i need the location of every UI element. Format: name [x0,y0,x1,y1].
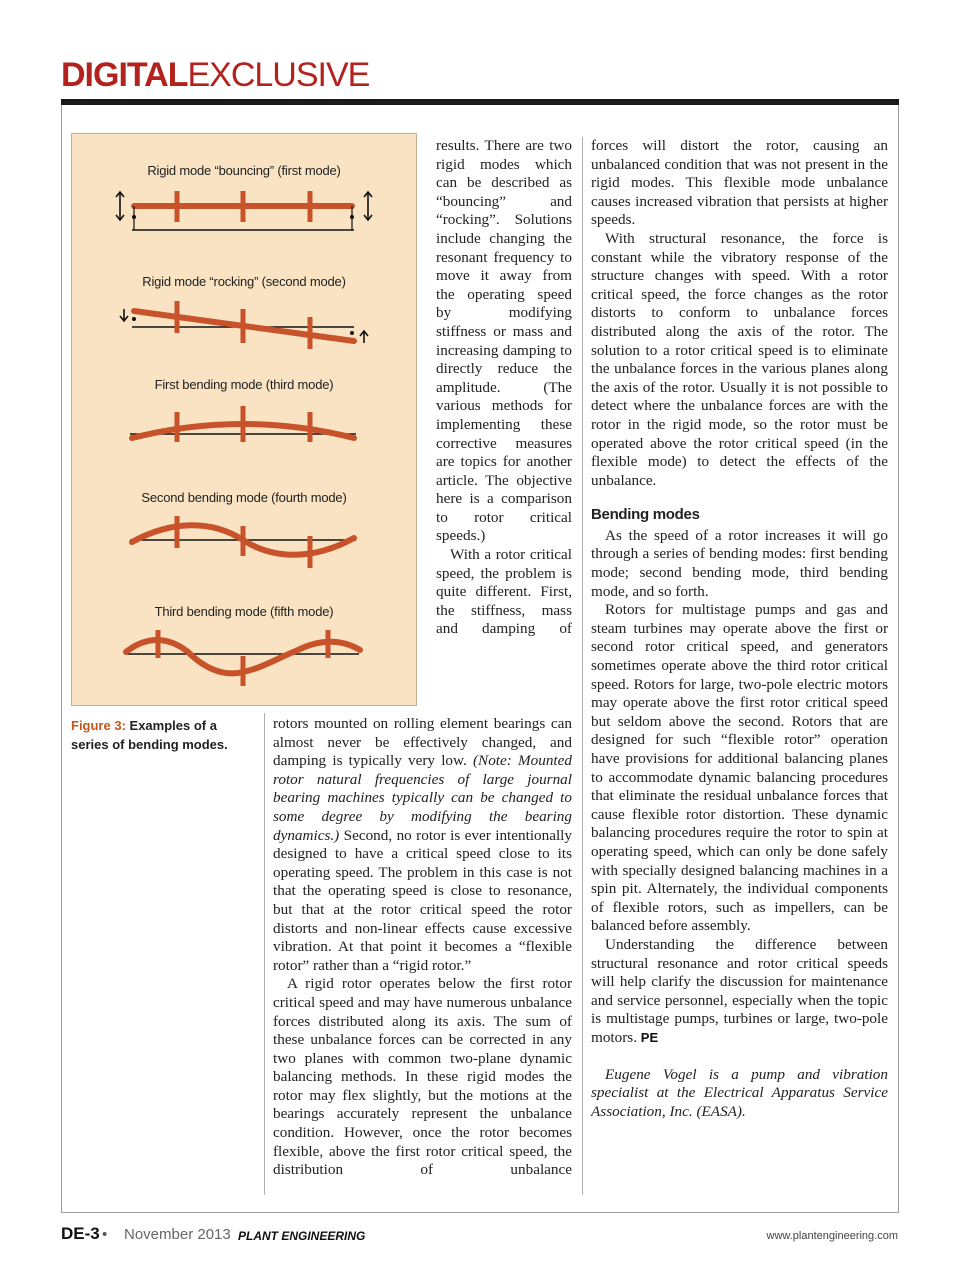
col-b-paragraph-1 [273,715,572,975]
figure-3 [71,133,417,706]
pe-end-mark-icon: PE [640,1029,659,1045]
col-b-p1-start: rotors mounted on rolling element bearings can almost never be effectively changed, and damping is typically very low. [273,715,572,770]
magazine-name: PLANT ENGINEERING [238,1229,366,1243]
fig-label-third-mode: First bending mode (third mode) [154,377,334,392]
col-c-p5-text: Understanding the difference between structural resonance and rotor critical speeds will help clarify the discussion for maintenance and service personnel, especially when the topic is multistage pumps, turbines or large, two-pole motors. [591,935,888,1046]
subhead-bending-modes: Bending modes [591,506,700,524]
col-a-paragraph-1: results. There are two rigid modes which can be described as “bouncing” and “rocking”. Solutions include changing the resonant frequency to move it away from the operating speed by modifying stiffness or mass and increasing damping to directly reduce the amplitude. (The various methods for implementing these corrective measures are topics for another article. The objective here is a comparison to rotor critical speeds.) [436,137,572,545]
column-b [273,715,572,1180]
col-a-paragraph-2: With a rotor critical speed, the problem is quite different. First, the stiffness, mass and damping of [436,546,572,638]
column-rule-left [264,713,265,1195]
masthead-exclusive: EXCLUSIVE [187,56,370,94]
masthead [61,58,369,92]
column-a [436,137,572,639]
figure-caption [71,716,256,754]
issue-date: November 2013 [124,1226,231,1243]
website-url: www.plantengineering.com [766,1230,898,1242]
column-rule-right [582,137,583,1195]
col-c-paragraph-3: As the speed of a rotor increases it will go through a series of bending modes: first bending mode; second bending mode, third bending mode, and so forth. [591,526,888,600]
author-byline: Eugene Vogel is a pump and vibration specialist at the Electrical Apparatus Service Association, Inc. (EASA). [591,1065,888,1120]
rigid-bouncing-diagram [72,186,416,238]
fig-label-fourth-mode: Second bending mode (fourth mode) [141,490,347,505]
col-b-p1-note: (Note: Mounted rotor natural frequencies of large journal bearing machines typically can be changed to some degree by modifying the bearing dynamics.) [273,752,572,844]
col-b-p1-end: Second, no rotor is ever intentionally designed to have a critical speed close to its operating speed. The problem in this case is not that the operating speed is close to resonance, but that at the rotor critical speed the rotor distorts and non-linear effects cause excessive vibration. At that point it becomes a “flexible rotor” rather than a “rigid rotor.” [273,826,572,974]
fig-label-fifth-mode: Third bending mode (fifth mode) [154,604,334,619]
col-b-paragraph-2: A rigid rotor operates below the first rotor critical speed and may have numerous unbalance forces distributed along its axis. The sum of these unbalance forces can be corrected in any two planes with common two-plane dynamic balancing methods. In these rigid modes the rotor may flex slightly, but the motions at the bearings accurately represent the unbalance condition. However, once the rotor becomes flexible, above the first rotor critical speed, the distribution of unbalance [273,975,572,1179]
col-c-paragraph-5 [591,936,888,1048]
page-number: DE-3 [61,1224,100,1243]
masthead-digital: DIGITAL [61,56,188,94]
fig-label-first-mode: Rigid mode “bouncing” (first mode) [147,163,341,178]
column-c [591,137,888,1121]
col-c-paragraph-4: Rotors for multistage pumps and gas and steam turbines may operate above the first or second rotor critical speed, and generators sometimes operate above the third rotor critical speed. Rotors for large, two-pole electric motors may operate above the first rotor critical speed but seldom above the second. Rotors that are designed for such “flexible rotor” operation have provisions for additional balancing planes to accommodate dynamic balancing procedures that eliminate the residual unbalance forces that cause flexible rotor distortion. These dynamic balancing procedures require the rotor to spin at operating speed, which can only be done safely with specially designed balancing machines in a spin pit. Alternately, the individual components of flexible rotors, such as impellers, can be balanced before assembly. [591,601,888,935]
first-bending-diagram [72,402,416,454]
figure-caption-number: Figure 3: [71,718,126,733]
col-c-paragraph-1: forces will distort the rotor, causing an unbalanced condition that was not present in the rigid modes. This flexible mode unbalance causes increased vibration that persists at higher speeds. [591,137,888,229]
figure-caption-text: Examples of a series of bending modes. [71,718,228,752]
third-bending-diagram [72,628,416,688]
rigid-rocking-diagram [72,297,416,349]
fig-label-second-mode: Rigid mode “rocking” (second mode) [142,274,346,289]
col-c-paragraph-2: With structural resonance, the force is constant while the vibratory response of the structure changes with speed. With a rotor critical speed, the force changes as the rotor distorts to conform to unbalance forces distributed along the axis of the rotor. The solution to a rotor critical speed is to eliminate the unbalance forces in the various planes along the axis of the rotor. Usually it is not possible to detect where the unbalance forces are with the rotor in the rigid mode, so the rotor must be operated above the rotor critical speed (in the flexible mode) to detect the effects of the unbalance. [591,229,888,489]
footer-separator: • [102,1226,108,1243]
second-bending-diagram [72,514,416,570]
